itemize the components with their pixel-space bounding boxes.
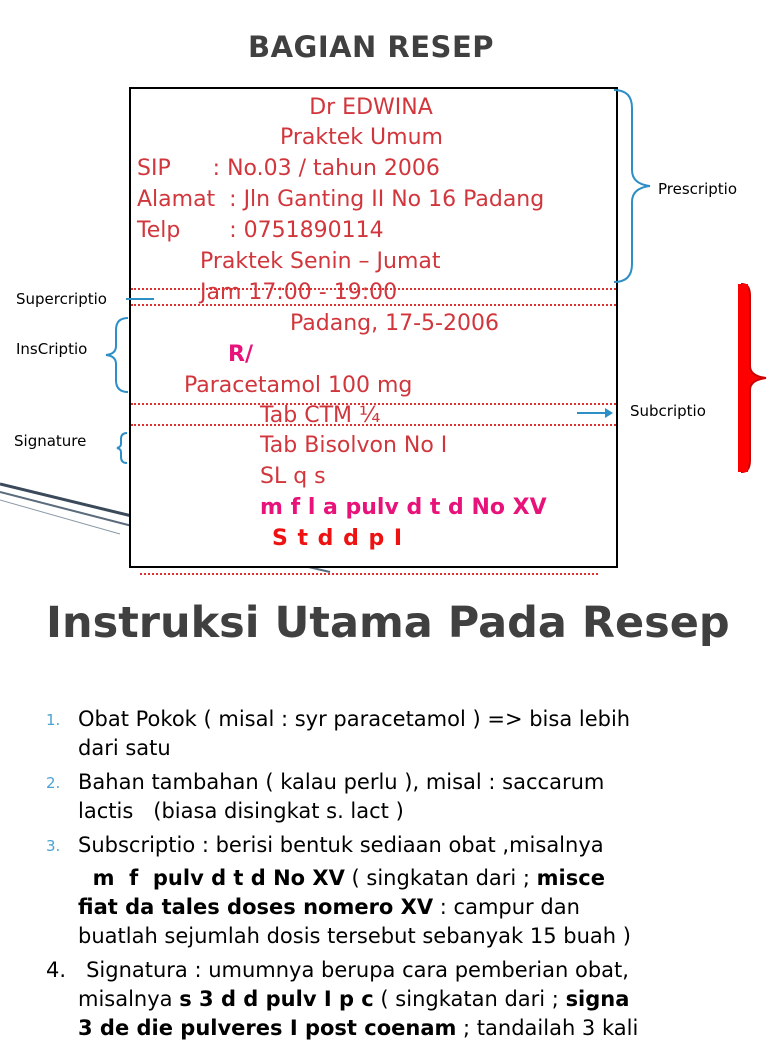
plain-text: Signatura : umumnya berupa cara pemberian obat, [66, 958, 629, 982]
list-item-line [78, 864, 605, 893]
list-number: 2. [46, 774, 61, 792]
signature-brace [115, 431, 129, 465]
list-item-line: lactis (biasa disingkat s. lact ) [78, 799, 404, 823]
doctor-name: Dr EDWINA [309, 95, 433, 120]
signatura-text: S t d d p I [272, 526, 404, 551]
drug-item-bisolvon: Tab Bisolvon No I [260, 433, 448, 458]
list-item-line: Obat Pokok ( misal : syr paracetamol ) => bisa lebih [78, 707, 631, 731]
bold-term: m f pulv d t d No XV [78, 866, 345, 890]
plain-text: ; tandailah 3 kali [456, 1016, 639, 1040]
list-item-line: Bahan tambahan ( kalau perlu ), misal : saccarum [78, 770, 605, 794]
separator-line [131, 288, 616, 290]
prescription-date: Padang, 17-5-2006 [290, 311, 499, 336]
label-signature: Signature [14, 432, 87, 450]
list-item-line: Subscriptio : berisi bentuk sediaan obat ,misalnya [78, 833, 604, 857]
list-item-line [78, 985, 629, 1014]
practice-days: Praktek Senin – Jumat [200, 249, 441, 274]
list-item-line [78, 893, 580, 922]
bold-term: misce [536, 866, 605, 890]
red-brace-bar [736, 280, 768, 476]
separator-line [131, 403, 616, 405]
plain-text: : campur dan [433, 895, 580, 919]
bold-term: s 3 d d pulv I p c [179, 987, 374, 1011]
list-item-line: dari satu [78, 736, 171, 760]
separator-line [140, 573, 598, 575]
separator-line [131, 424, 616, 426]
recipe-symbol: R/ [228, 342, 253, 367]
list-item-line [46, 956, 629, 985]
label-subcriptio: Subcriptio [630, 402, 706, 420]
drug-item-ctm: Tab CTM ¼ [260, 403, 381, 428]
plain-text: ( singkatan dari ; [344, 866, 537, 890]
supercriptio-pointer [126, 292, 156, 306]
subscriptio-text: m f l a pulv d t d No XV [260, 495, 547, 520]
drug-item-sl: SL q s [260, 464, 326, 489]
phone: Telp : 0751890114 [137, 218, 384, 243]
practice-hours: Jam 17:00 - 19:00 [200, 280, 398, 305]
label-inscriptio: InsCriptio [16, 340, 88, 358]
address: Alamat : Jln Ganting II No 16 Padang [137, 187, 545, 212]
list-item-line: buatlah sejumlah dosis tersebut sebanyak 15 buah ) [78, 924, 631, 948]
subcriptio-arrow [575, 405, 615, 421]
bold-term: signa [565, 987, 630, 1011]
sip-number: SIP : No.03 / tahun 2006 [137, 156, 440, 181]
plain-text: ( singkatan dari ; [373, 987, 566, 1011]
plain-text: misalnya [78, 987, 180, 1011]
list-number: 3. [46, 837, 61, 855]
label-prescriptio: Prescriptio [658, 180, 737, 198]
bold-term: 3 de die pulveres I post coenam [78, 1016, 457, 1040]
drug-item-paracetamol: Paracetamol 100 mg [184, 373, 413, 398]
inscriptio-brace [104, 316, 130, 394]
practice-type: Praktek Umum [280, 125, 443, 150]
list-number: 1. [46, 711, 61, 729]
section-heading: Instruksi Utama Pada Resep [46, 598, 730, 648]
list-number-plain: 4. [46, 958, 67, 982]
label-supercriptio: Supercriptio [16, 290, 107, 308]
list-item-line [78, 1014, 638, 1043]
slide-title: BAGIAN RESEP [247, 30, 495, 64]
separator-line [131, 304, 616, 306]
prescriptio-brace [612, 88, 662, 284]
bold-term: fiat da tales doses nomero XV [78, 895, 434, 919]
